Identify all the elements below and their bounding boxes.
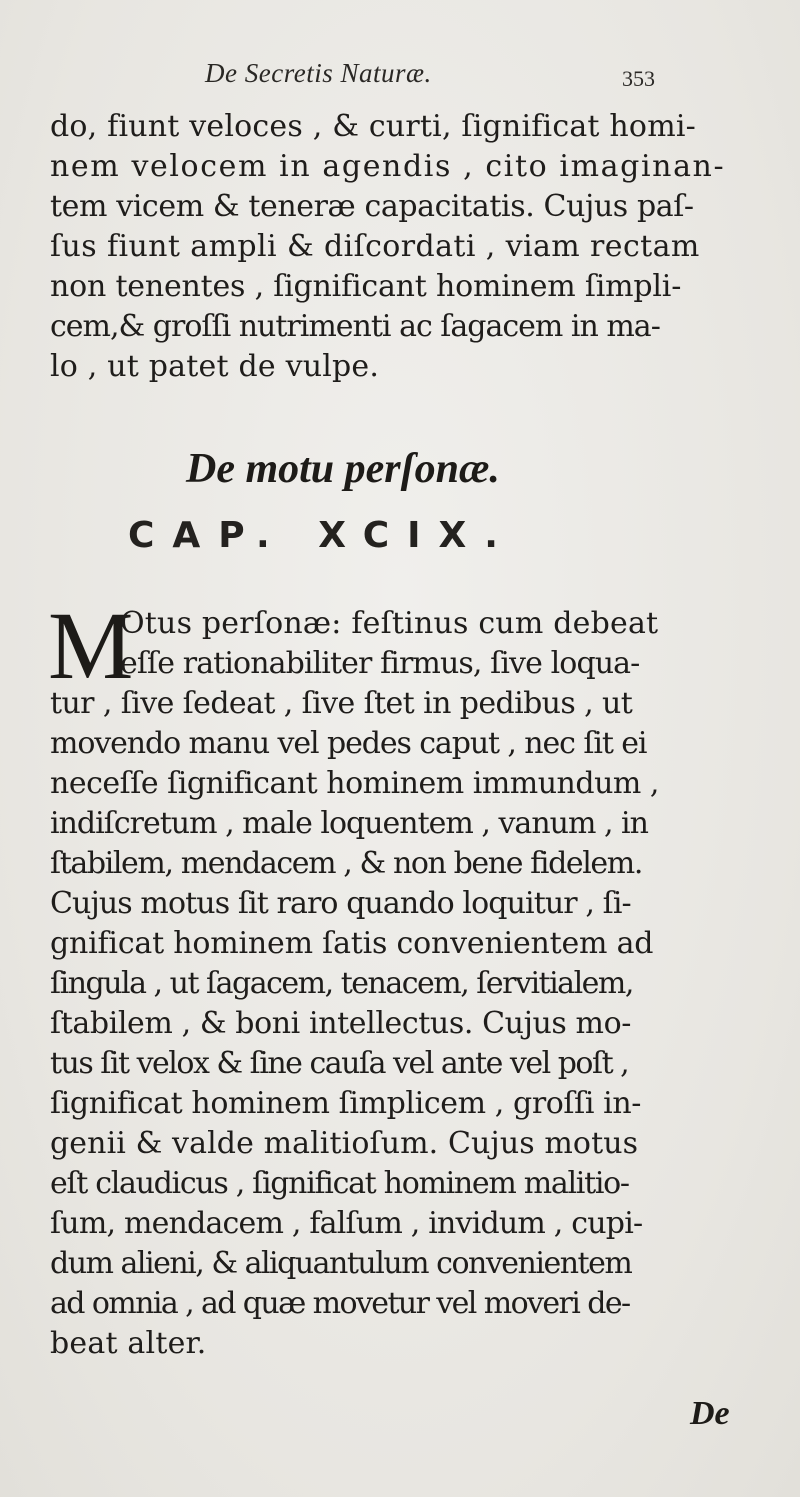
chapter-number: CAP. XCIX. (128, 515, 516, 556)
text-line: gnificat hominem ſatis convenientem ad (50, 926, 654, 961)
text-line: lo , ut patet de vulpe. (50, 349, 380, 384)
text-line: indiſcretum , male loquentem , vanum , in (50, 806, 648, 841)
text-line: movendo manu vel pedes caput , nec ſit ei (50, 726, 647, 761)
text-line: ad omnia , ad quæ movetur vel moveri de- (50, 1286, 630, 1321)
text-line: tus ſit velox & ſine cauſa vel ante vel poſt , (50, 1046, 629, 1081)
text-line: ſtabilem , & boni intellectus. Cujus mo- (50, 1006, 631, 1041)
running-head (0, 58, 800, 98)
text-line: cem,& groſſi nutrimenti ac ſagacem in ma- (50, 309, 660, 344)
text-line: tem vicem & teneræ capacitatis. Cujus paſ- (50, 189, 694, 224)
text-line: neceſſe ſignificant hominem immundum , (50, 766, 659, 801)
text-line: ſignificat hominem ſimplicem , groſſi in- (50, 1086, 642, 1121)
text-line: ſtabilem, mendacem , & non bene fidelem. (50, 846, 642, 881)
text-line: do, fiunt veloces , & curti, ſignificat homi- (50, 109, 696, 144)
text-line: nem velocem in agendis , cito imaginan- (50, 149, 726, 184)
text-line: Otus perſonæ: feſtinus cum debeat (120, 606, 659, 641)
page-number: 353 (622, 66, 655, 91)
text-line: beat alter. (50, 1326, 207, 1361)
text-line: dum alieni, & aliquantulum convenientem (50, 1246, 632, 1281)
text-line: Cujus motus ſit raro quando loquitur , ſi- (50, 886, 631, 921)
catchword: De (690, 1395, 730, 1432)
text-line: ſus fiunt ampli & diſcordati , viam rectam (50, 229, 700, 264)
text-line: eſt claudicus , ſignificat hominem malitio- (50, 1166, 629, 1201)
section-heading: De motu perſonæ. (186, 446, 500, 492)
drop-cap: M (48, 592, 134, 699)
text-line: tur , ſive ſedeat , ſive ſtet in pedibus , ut (50, 686, 633, 721)
text-line: genii & valde malitioſum. Cujus motus (50, 1126, 639, 1161)
text-line: ſum, mendacem , falſum , invidum , cupi- (50, 1206, 643, 1241)
running-head-title: De Secretis Naturæ. (205, 58, 432, 88)
text-line: eſſe rationabiliter firmus, ſive loqua- (120, 646, 640, 681)
text-line: non tenentes , ſignificant hominem ſimpli- (50, 269, 682, 304)
text-line: ſingula , ut ſagacem, tenacem, ſervitialem, (50, 966, 633, 1001)
